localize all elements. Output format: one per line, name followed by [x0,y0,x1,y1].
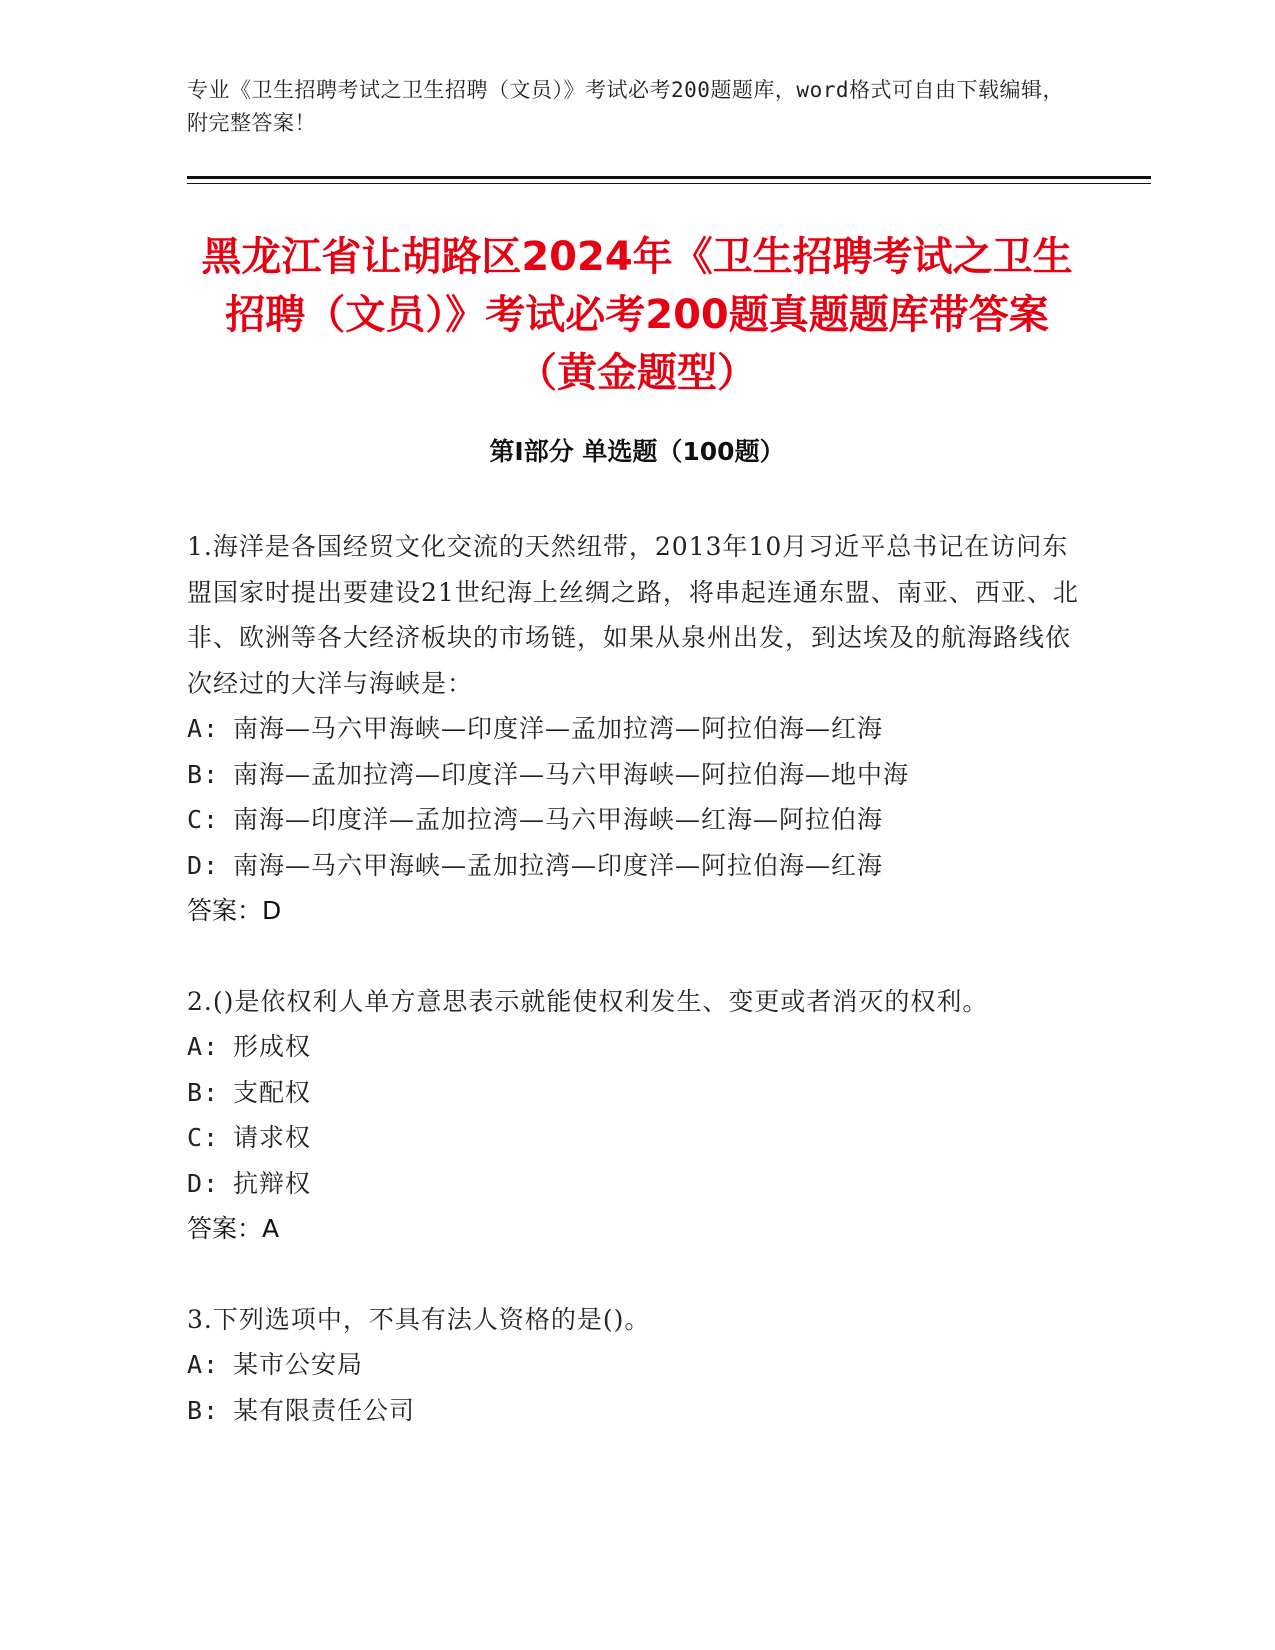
option-key: A: [187,1350,220,1379]
section-heading: 第Ⅰ部分 单选题（100题） [489,437,785,466]
option-text: 南海—马六甲海峡—印度洋—孟加拉湾—阿拉伯海—红海 [233,714,884,743]
option-d [187,1161,1087,1207]
option-text: 某有限责任公司 [233,1395,416,1425]
option-key: C: [187,1123,220,1152]
question-3 [187,1297,1087,1434]
answer-line: 答案：A [187,1214,280,1243]
answer-line: 答案：D [187,896,282,925]
option-text: 南海—孟加拉湾—印度洋—马六甲海峡—阿拉伯海—地中海 [233,759,910,789]
question-list [187,524,1087,1433]
option-b [187,752,1087,798]
option-a [187,706,1087,752]
option-b [187,1070,1087,1116]
question-spacer [187,934,1087,979]
option-key: C: [187,805,220,834]
question-stem: 3.下列选项中，不具有法人资格的是()。 [187,1304,651,1334]
option-a [187,1342,1087,1388]
option-c [187,797,1087,843]
option-b [187,1388,1087,1434]
option-c [187,1115,1087,1161]
option-text: 南海—马六甲海峡—孟加拉湾—印度洋—阿拉伯海—红海 [233,850,884,880]
document-title: 黑龙江省让胡路区2024年《卫生招聘考试之卫生招聘（文员）》考试必考200题真题题库带答案（黄金题型） [201,234,1073,396]
header-divider-thick [187,176,1151,179]
option-text: 请求权 [233,1123,312,1152]
question-1 [187,524,1087,934]
option-key: A: [187,1032,220,1061]
option-text: 南海—印度洋—孟加拉湾—马六甲海峡—红海—阿拉伯海 [233,805,884,834]
option-key: B: [187,1395,220,1425]
option-text: 形成权 [233,1032,312,1061]
option-text: 支配权 [233,1077,312,1107]
question-stem: 2.()是依权利人单方意思表示就能使权利发生、变更或者消灭的权利。 [187,986,989,1016]
question-spacer [187,1252,1087,1297]
option-key: D: [187,1168,220,1198]
option-d [187,843,1087,889]
option-text: 某市公安局 [233,1350,364,1379]
option-key: B: [187,1077,220,1107]
option-key: D: [187,850,220,880]
header-divider-thin [187,183,1151,184]
option-key: A: [187,714,220,743]
option-key: B: [187,759,220,789]
option-a [187,1024,1087,1070]
question-2 [187,979,1087,1252]
question-stem: 1.海洋是各国经贸文化交流的天然纽带，2013年10月习近平总书记在访问东盟国家时提出要建设21世纪海上丝绸之路，将串起连通东盟、南亚、西亚、北非、欧洲等各大经济板块的市场链，如果从泉州出发，到达埃及的航海路线依次经过的大洋与海峡是： [187,532,1079,698]
header-note: 专业《卫生招聘考试之卫生招聘（文员）》考试必考200题题库，word格式可自由下载编辑，附完整答案！ [187,78,1064,135]
option-text: 抗辩权 [233,1168,312,1198]
